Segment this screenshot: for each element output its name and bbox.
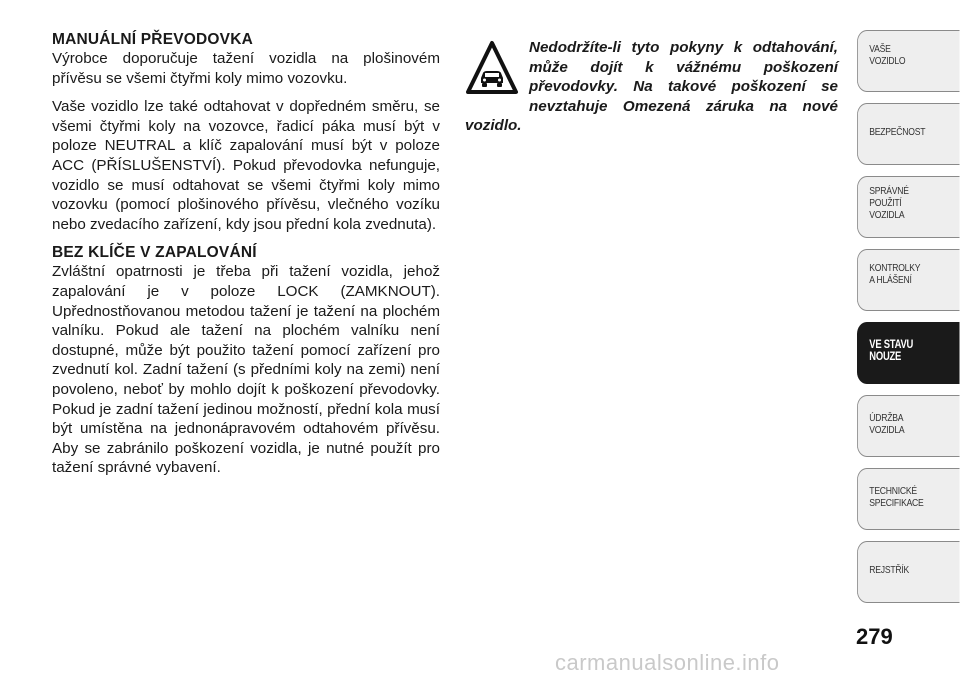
tab-label: POUŽITÍ xyxy=(869,197,902,209)
tab-spravne-pouziti-vozidla[interactable] xyxy=(857,176,960,238)
tab-label: ÚDRŽBA xyxy=(869,412,904,424)
tab-label: SPECIFIKACE xyxy=(869,497,924,509)
chapter-tabs xyxy=(857,30,960,614)
tab-label: SPRÁVNÉ xyxy=(869,185,909,197)
tab-label: TECHNICKÉ xyxy=(869,485,917,497)
tab-bezpecnost[interactable] xyxy=(857,103,960,165)
tab-label: VE STAVU xyxy=(869,339,914,351)
warning-car-icon xyxy=(465,40,519,96)
tab-label: A HLÁŠENÍ xyxy=(869,274,912,286)
section-heading-no-key: BEZ KLÍČE V ZAPALOVÁNÍ xyxy=(52,244,257,262)
warning-text: Nedodržíte-li tyto pokyny k odtahování, může dojít k vážnému poškození převodovky. Na takové poškození se nevztahuje Omezená záruka na nové vozidlo. xyxy=(465,39,838,135)
tab-vase-vozidlo[interactable] xyxy=(857,30,960,92)
tab-label: VOZIDLA xyxy=(869,209,905,221)
tab-label: REJSTŘÍK xyxy=(869,564,909,576)
tab-label: VOZIDLO xyxy=(869,55,906,67)
tab-label: KONTROLKY xyxy=(869,262,921,274)
tab-ve-stavu-nouze[interactable] xyxy=(857,322,960,384)
watermark: carmanualsonline.info xyxy=(555,650,780,675)
tab-udrzba-vozidla[interactable] xyxy=(857,395,960,457)
page-number: 279 xyxy=(856,624,893,649)
tab-label: BEZPEČNOST xyxy=(869,126,926,138)
tab-label: NOUZE xyxy=(869,351,902,363)
section-heading-manual-transmission: MANUÁLNÍ PŘEVODOVKA xyxy=(52,31,254,48)
paragraph-2: Vaše vozidlo lze také odtahovat v dopředném směru, se všemi čtyřmi koly na vozovce, řadicí páka musí být v poloze NEUTRAL a klíč zapalování musí být v poloze ACC (PŘÍSLUŠENSTVÍ). Pokud převodovka nefunguje, vozidlo se musí odtahovat se všemi čtyřmi koly mimo vozovku (pomocí plošinového přívěsu, vlečného vozíku nebo zvedacího zařízení, kdy jsou přední kola zvednuta). xyxy=(52,98,440,233)
tab-kontrolky-a-hlaseni[interactable] xyxy=(857,249,960,311)
tab-technicke-specifikace[interactable] xyxy=(857,468,960,530)
paragraph-3: Zvláštní opatrnosti je třeba při tažení vozidla, jehož zapalování je v poloze LOCK (ZAMKNOUT). Upřednostňovanou metodou tažení je tažení na plochém valníku. Pokud ale tažení na plochém valníku není dostupné, může být použito tažení pomocí zařízení pro zvednutí kol. Zadní tažení (s předními koly na zemi) není povoleno, neboť by mohlo dojít k poškození převodovky. Pokud je zadní tažení jedinou možností, přední kola musí být umístěna na jednonápravovém odtahovém přívěsu. Aby se zabránilo poškození vozidla, je nutné použít pro tažení správné vybavení. xyxy=(52,263,440,477)
tab-label: VOZIDLA xyxy=(869,424,905,436)
tab-label: VAŠE xyxy=(869,43,891,55)
paragraph-1: Výrobce doporučuje tažení vozidla na plošinovém přívěsu se všemi čtyřmi koly mimo vozovku. xyxy=(52,50,440,87)
left-column xyxy=(52,30,440,487)
tab-rejstrik[interactable] xyxy=(857,541,960,603)
warning-box xyxy=(465,38,838,136)
